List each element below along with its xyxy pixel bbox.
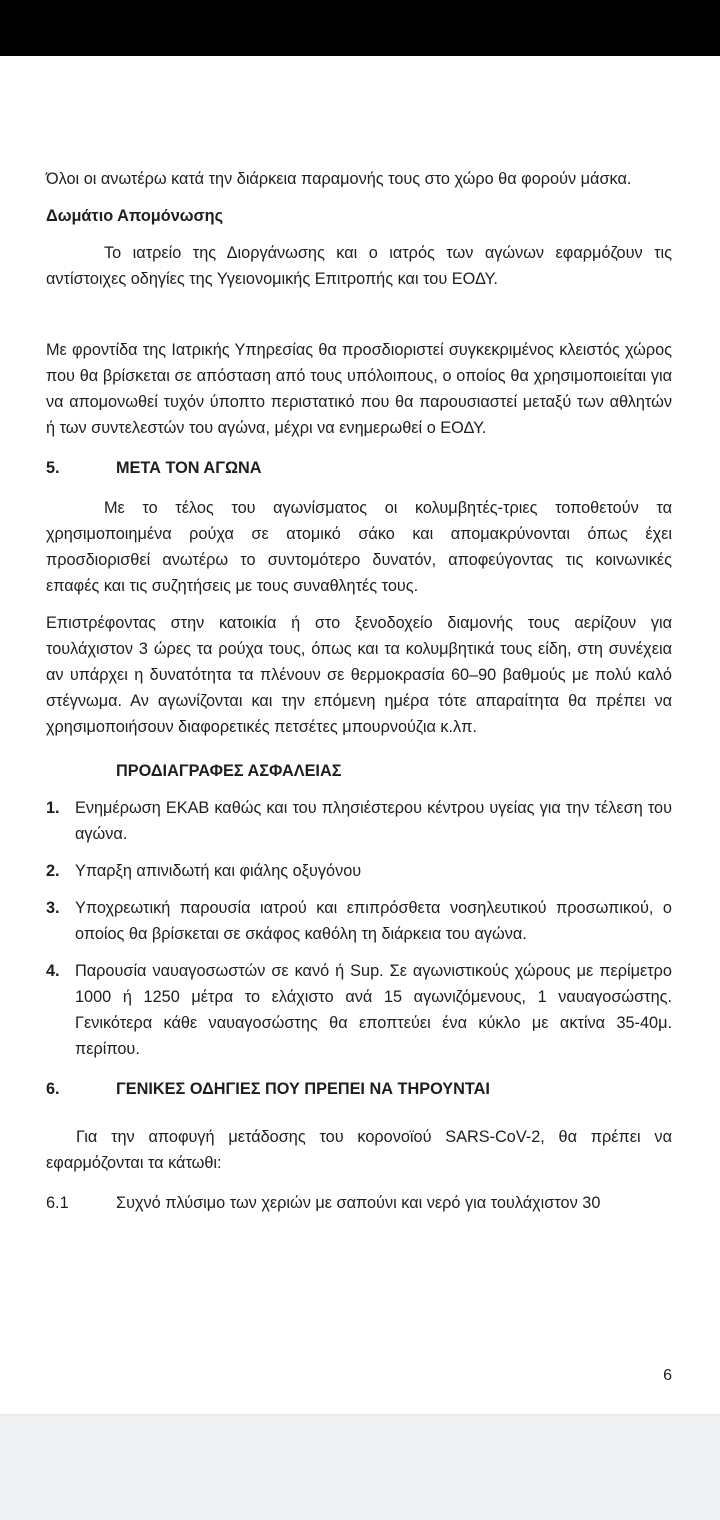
safety-item-3	[46, 895, 672, 947]
heading-safety-specs: ΠΡΟΔΙΑΓΡΑΦΕΣ ΑΣΦΑΛΕΙΑΣ	[116, 762, 342, 780]
page-number: 6	[663, 1367, 672, 1384]
paragraph-after-race: Με το τέλος του αγωνίσματος οι κολυμβητές-τριες τοποθετούν τα χρησιμοποιημένα ρούχα σε ατομικό σάκο και απομακρύνονται όπως έχει προσδιορισθεί ανωτέρω το συντομότερο δυνατόν, αποφεύγοντας τις κοινωνικές επαφές και τις συζητήσεις με τους συναθλητές τους.	[46, 499, 672, 595]
paragraph-masks: Όλοι οι ανωτέρω κατά την διάρκεια παραμονής τους στο χώρο θα φορούν μάσκα.	[46, 170, 632, 188]
safety-item-1	[46, 795, 672, 847]
safety-item-number: 1.	[46, 799, 60, 817]
paragraph-clinic: Το ιατρείο της Διοργάνωσης και ο ιατρός των αγώνων εφαρμόζουν τις αντίστοιχες οδηγίες της Υγειονομικής Επιτροπής και του ΕΟΔΥ.	[46, 244, 672, 288]
paragraph-return-home: Επιστρέφοντας στην κατοικία ή στο ξενοδοχείο διαμονής τους αερίζουν για τουλάχιστον 3 ώρες τα ρούχα τους, όπως και τα κολυμβητικά τους είδη, στη συνέχεια αν υπάρχει η δυνατότητα τα πλένουν σε θερμοκρασία 60–90 βαθμούς με πολύ καλό στέγνωμα. Αν αγωνίζονται και την επόμενη ημέρα τότε απαραίτητα θα πρέπει να χρησιμοποιήσουν διαφορετικές πετσέτες μπουρνούζια κ.λπ.	[46, 614, 672, 736]
section-5-title: ΜΕΤΑ ΤΟΝ ΑΓΩΝΑ	[116, 459, 262, 477]
safety-item-2	[46, 858, 672, 884]
subsection-6-1	[46, 1190, 672, 1216]
safety-item-number: 3.	[46, 899, 60, 917]
safety-item-number: 4.	[46, 962, 60, 980]
section-6-number: 6.	[46, 1080, 60, 1098]
document-page	[0, 56, 720, 1414]
safety-item-text: Ενημέρωση ΕΚΑΒ καθώς και του πλησιέστερου κέντρου υγείας για την τέλεση του αγώνα.	[75, 799, 672, 843]
page-content	[46, 166, 672, 1216]
safety-item-text: Υποχρεωτική παρουσία ιατρού και επιπρόσθετα νοσηλευτικού προσωπικού, ο οποίος θα βρίσκεται σε σκάφος καθόλη τη διάρκεια του αγώνα.	[75, 899, 672, 943]
next-page-area	[0, 1416, 720, 1520]
safety-item-4	[46, 958, 672, 1062]
subsection-6-1-number: 6.1	[46, 1194, 69, 1212]
section-6-heading	[46, 1076, 672, 1102]
subsection-6-1-text: Συχνό πλύσιμο των χεριών με σαπούνι και νερό για τουλάχιστον 30	[116, 1194, 601, 1212]
section-5-number: 5.	[46, 459, 60, 477]
safety-item-text: Υπαρξη απινιδωτή και φιάλης οξυγόνου	[75, 862, 362, 880]
section-6-title: ΓΕΝΙΚΕΣ ΟΔΗΓΙΕΣ ΠΟΥ ΠΡΕΠΕΙ ΝΑ ΤΗΡΟΥΝΤΑΙ	[116, 1080, 490, 1098]
safety-item-text: Παρουσία ναυαγοσωστών σε κανό ή Sup. Σε αγωνιστικούς χώρους με περίμετρο 1000 ή 1250 μέτρα το ελάχιστο ανά 15 αγωνιζόμενους, 1 ναυαγοσώστης. Γενικότερα κάθε ναυαγοσώστης θα εποπτεύει ένα κύκλο με ακτίνα 35-40μ. περίπου.	[75, 962, 672, 1058]
section-5-heading	[46, 455, 672, 481]
heading-isolation-room: Δωμάτιο Απομόνωσης	[46, 207, 224, 225]
safety-item-number: 2.	[46, 862, 60, 880]
status-bar	[0, 0, 720, 56]
paragraph-isolation-room: Με φροντίδα της Ιατρικής Υπηρεσίας θα προσδιοριστεί συγκεκριμένος κλειστός χώρος που θα βρίσκεται σε απόσταση από τους υπόλοιπους, ο οποίος θα χρησιμοποιείται για να απομονωθεί τυχόν ύποπτο περιστατικό που θα παρουσιαστεί μεταξύ των αθλητών ή των συντελεστών του αγώνα, μέχρι να ενημερωθεί ο ΕΟΔΥ.	[46, 341, 672, 437]
paragraph-covid: Για την αποφυγή μετάδοσης του κορονοϊού SARS-CoV-2, θα πρέπει να εφαρμόζονται τα κάτωθι:	[46, 1128, 672, 1172]
